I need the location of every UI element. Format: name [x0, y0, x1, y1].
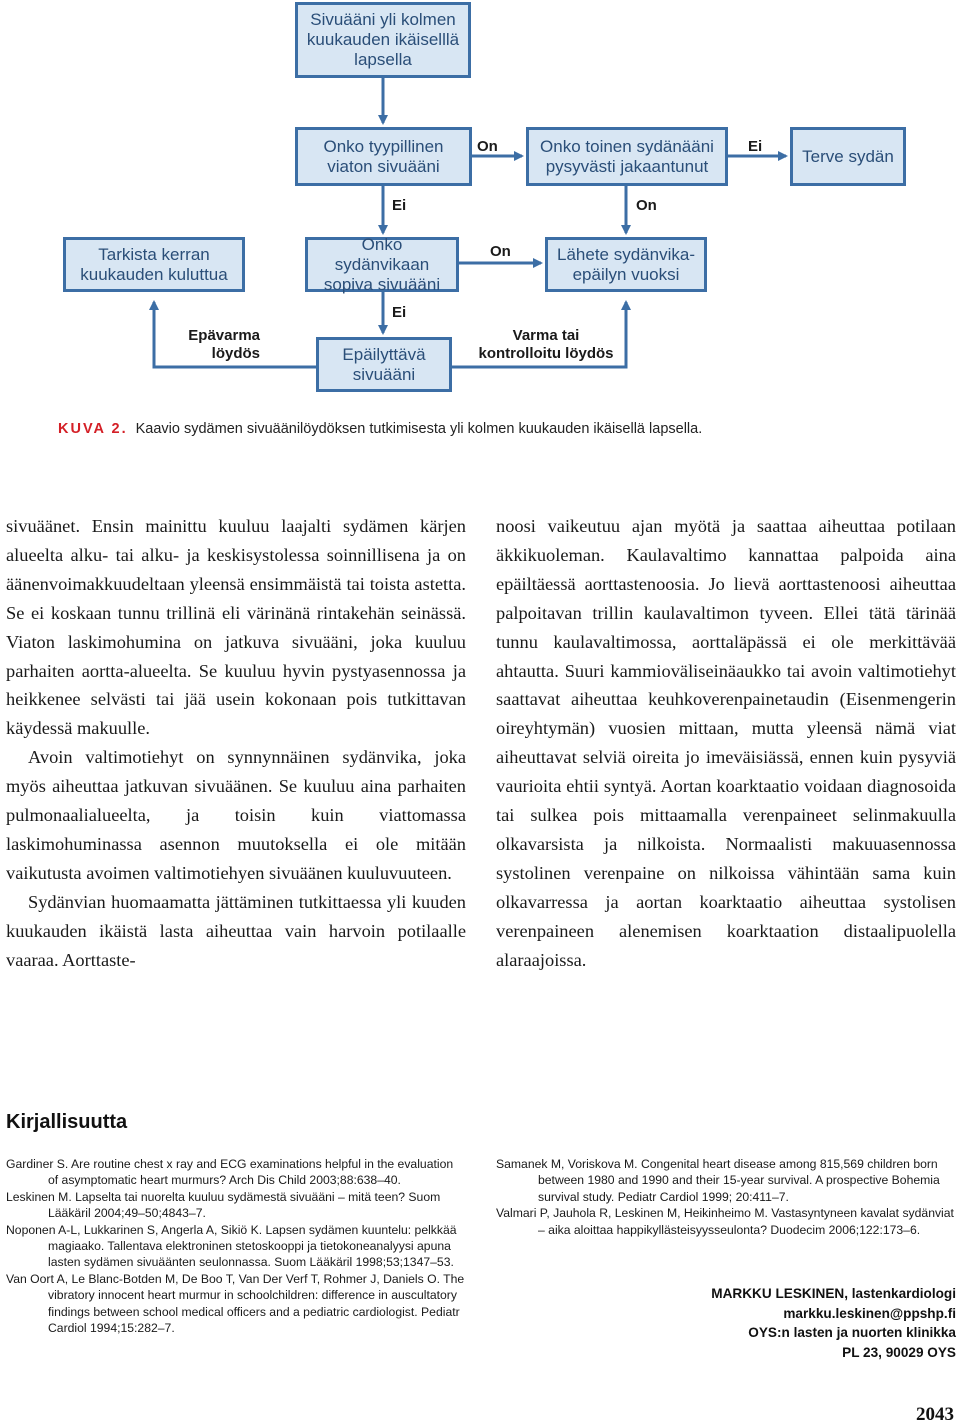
page-number: 2043 [916, 1404, 954, 1425]
label-no-second: Ei [748, 138, 763, 155]
paragraph: noosi vaikeutuu ajan myötä ja saattaa aiheuttaa potilaan äkkikuoleman. Kaulavaltimo kannattaa palpoida aina epäiltäessä aorttastenoosia. Jo lievä aorttastenoosi aiheuttaa palpoitavan trillin kaulavaltimon tyveen. Ellei tätä tärinää tunnu kaulavaltimossa, aorttaläpässä ei ole merkittävää ahtautta. Suuri kammioväliseinäaukko tai avoin valtimotiehyt saattavat aiheuttaa keuhkoverenpainetaudin (Eisenmengerin oireyhtymän) vuosien mittaan, mutta yleensä nämä viat aiheuttavat selviä oireita jo imeväisiässä, ennen kuin pysyviä vaurioita ehtii syntyä. Aortan koarktaatio voidaan diagnosoida tai sulkea pois mittaamalla verenpaineet selinmakuulla olkavarsista ja nilkoista. Normaalisti makuuasennossa systolinen verenpaine on nilkoissa vähintään sama kuin olkavarressa ja aortan koarktaatio aiheuttaa systolisen verenpaineen alenemisen koarktaation distaalipuolella alaraajoissa. [496, 516, 956, 970]
references-right [496, 1156, 956, 1238]
node-second-murmur: Onko toinen sydänääni pysyvästi jakaantunut [526, 127, 728, 186]
body-left-column [6, 512, 466, 975]
paragraph: Sydänvian huomaamatta jättäminen tutkittaessa yli kuuden kuukauden ikäistä lasta aiheuttaa vain harvoin potilaalle vaaraa. Aorttaste- [6, 891, 466, 970]
paragraph: sivuäänet. Ensin mainittu kuuluu laajalti sydämen kärjen alueelta alku- tai alku- ja keskisystolessa soinnillisena ja on äänenvoimakkuudeltaan yleensä ensimmäistä tai toista astetta. Se ei koskaan tunnu trillinä eli värinänä rintakehän seinässä. Viaton laskimohumina on jatkuva sivuääni, joka kuuluu parhaiten aortta-alueelta. Se kuuluu hyvin pystyasennossa ja heikkenee selvästi tai jää usein kokonaan pois tutkittavan käydessä makuulle. [6, 516, 466, 739]
reference-item: Samanek M, Voriskova M. Congenital heart disease among 815,569 children born between 1980 and 1990 and their 15-year survival. A prospective Bohemia survival study. Pediatr Cardiol 1999; 20:411–7. [496, 1157, 940, 1204]
label-uncertain: Epävarma löydös [188, 327, 260, 362]
node-refer: Lähete sydänvika- epäilyn vuoksi [545, 237, 707, 292]
node-suspicious: Epäilyttävä sivuääni [316, 337, 452, 392]
author-address: PL 23, 90029 OYS [842, 1344, 956, 1360]
author-email[interactable]: markku.leskinen@ppshp.fi [783, 1305, 956, 1321]
node-typical-innocent: Onko tyypillinen viaton sivuääni [295, 127, 472, 186]
figure-caption [58, 421, 918, 437]
label-yes-typical: On [477, 138, 498, 155]
node-recheck: Tarkista kerran kuukauden kuluttua [63, 237, 245, 292]
label-yes-defect: On [490, 243, 511, 260]
label-certain: Varma tai kontrolloitu löydös [478, 327, 614, 362]
reference-item: Van Oort A, Le Blanc-Botden M, De Boo T, Van Der Verf T, Rohmer J, Daniels O. The vibratory innocent heart murmur in schoolchildren: difference in auscultatory findings between school medical officers and a pediatric cardiologist. Pediatr Cardiol 1994;15:282–7. [6, 1271, 465, 1336]
paragraph: Avoin valtimotiehyt on synnynnäinen sydänvika, joka myös aiheuttaa jatkuvan sivuäänen. Se kuuluu aina parhaiten pulmonaalialueelta, ja toisin kuin viattomassa laskimohuminassa asennon muutoksella ei ole mitään vaikutusta avoimen valtimotiehyen sivuäänen kuuluvuuteen. [6, 747, 466, 883]
node-heart-defect: Onko sydänvikaan sopiva sivuääni [305, 237, 459, 292]
author-block [711, 1284, 956, 1362]
reference-item: Valmari P, Jauhola R, Leskinen M, Heikinheimo M. Vastasyntyneen kavalat sydänviat – aika aloittaa happikyllästeisyysseulonta? Duodecim 2006;122:173–6. [496, 1206, 954, 1237]
author-name: MARKKU LESKINEN, lastenkardiologi [711, 1286, 956, 1301]
node-healthy-heart: Terve sydän [790, 127, 906, 186]
body-right-column [496, 512, 956, 975]
author-affiliation: OYS:n lasten ja nuorten klinikka [748, 1325, 956, 1340]
references-heading: Kirjallisuutta [6, 1111, 128, 1133]
caption-text: Kaavio sydämen sivuäänilöydöksen tutkimisesta yli kolmen kuukauden ikäisellä lapsella. [135, 421, 703, 437]
label-no-typical: Ei [392, 197, 407, 214]
label-no-defect: Ei [392, 304, 407, 321]
references-left [6, 1156, 466, 1336]
reference-item: Leskinen M. Lapselta tai nuorelta kuuluu sydämestä sivuääni – mitä teen? Suom Lääkäril 2004;49–50;4843–7. [6, 1189, 441, 1221]
reference-item: Noponen A-L, Lukkarinen S, Angerla A, Sikiö K. Lapsen sydämen kuuntelu: pelkkää magiaako. Tallentava elektroninen stetoskooppi ja tietokoneanalyysi apuna lasten sydämen sivuäänten seulonnassa. Suom Lääkäril 1998;53;1347–53. [6, 1222, 457, 1270]
label-yes-second: On [636, 197, 657, 214]
node-start: Sivuääni yli kolmen kuukauden ikäiselllä lapsella [295, 2, 471, 78]
figure-label: KUVA 2. [58, 421, 128, 437]
reference-item: Gardiner S. Are routine chest x ray and ECG examinations helpful in the evaluation of asymptomatic heart murmurs? Arch Dis Child 2003;88:638–40. [6, 1157, 454, 1188]
